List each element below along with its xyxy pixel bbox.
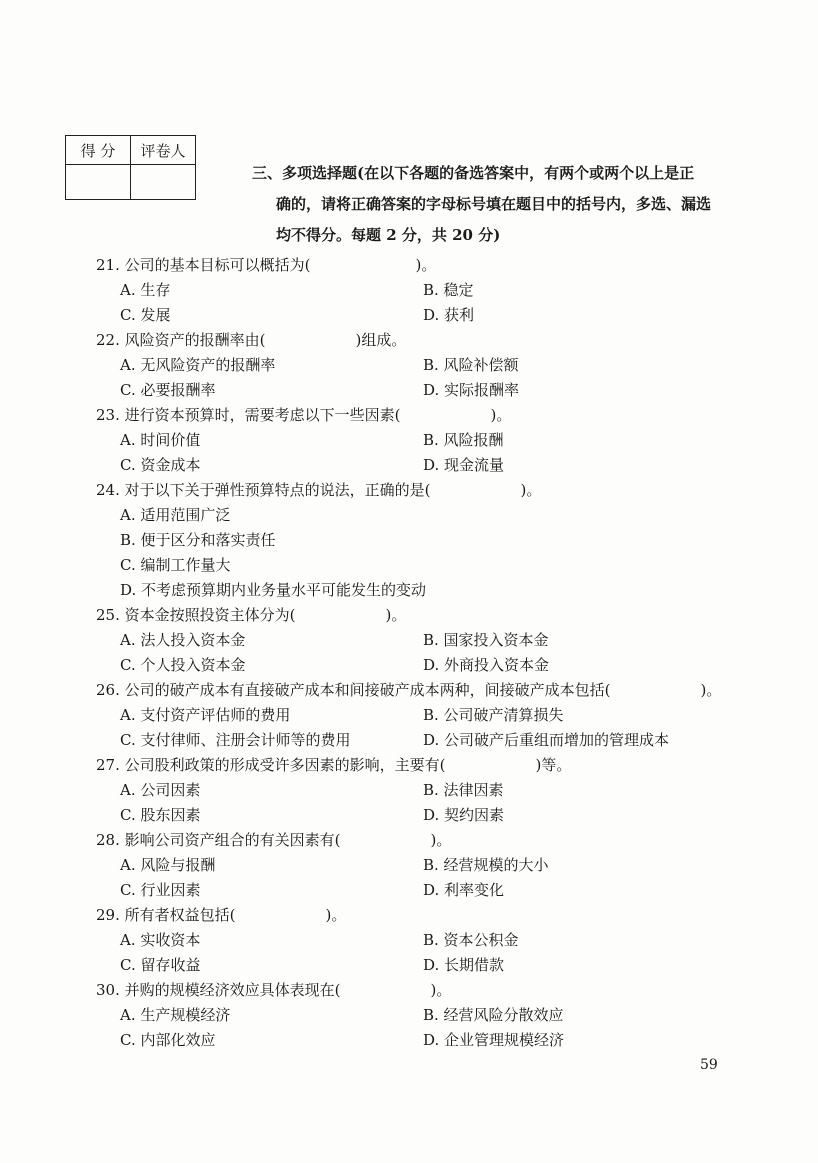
question-29 [96,903,756,978]
option: A. 无风险资产的报酬率 [120,356,276,374]
option-row [96,853,756,878]
question-28 [96,828,756,903]
option: B. 风险报酬 [423,431,504,449]
question-22 [96,328,756,403]
option: A. 生存 [120,281,171,299]
option-row [96,778,756,803]
question-26 [96,678,756,753]
section-title [252,158,752,251]
option: C. 股东因素 [120,806,201,824]
option-row [96,953,756,978]
option: D. 实际报酬率 [423,381,520,399]
section-title-line-1: 三、多项选择题(在以下各题的备选答案中，有两个或两个以上是正 [252,164,695,182]
score-table [65,135,196,200]
option: A. 时间价值 [120,431,201,449]
grader-cell [131,165,196,200]
option: A. 风险与报酬 [120,856,216,874]
option: B. 公司破产清算损失 [423,706,564,724]
question-stem: 21. 公司的基本目标可以概括为( )。 [96,256,437,274]
option: C. 行业因素 [120,881,201,899]
option: C. 个人投入资本金 [120,656,246,674]
option: D. 企业管理规模经济 [423,1031,565,1049]
section-title-line-3: 均不得分。每题 2 分，共 20 分) [276,226,501,244]
option: B. 风险补偿额 [423,356,519,374]
option-row [96,428,756,453]
option-row [96,928,756,953]
option: B. 稳定 [423,281,474,299]
page-number: 59 [700,1057,718,1073]
option-row [96,278,756,303]
option: A. 公司因素 [120,781,201,799]
option: A. 生产规模经济 [120,1006,231,1024]
question-stem: 23. 进行资本预算时，需要考虑以下一些因素( )。 [96,406,512,424]
question-stem: 27. 公司股利政策的形成受许多因素的影响，主要有( )等。 [96,756,572,774]
option: D. 现金流量 [423,456,505,474]
question-stem: 30. 并购的规模经济效应具体表现在( )。 [96,981,452,999]
question-list [96,253,756,1053]
option-row [96,1003,756,1028]
option: A. 支付资产评估师的费用 [120,706,291,724]
option: D. 外商投入资本金 [423,656,550,674]
option: B. 资本公积金 [423,931,519,949]
option: B. 法律因素 [423,781,504,799]
option: B. 经营风险分散效应 [423,1006,564,1024]
option: C. 留存收益 [120,956,201,974]
option-row [96,628,756,653]
option: D. 公司破产后重组而增加的管理成本 [423,731,670,749]
option: B. 便于区分和落实责任 [120,531,276,549]
option-row [96,653,756,678]
question-27 [96,753,756,828]
option-row [96,378,756,403]
option-row [96,703,756,728]
option-row [96,803,756,828]
grader-label: 评卷人 [131,136,196,165]
option: D. 长期借款 [423,956,505,974]
question-24 [96,478,756,603]
option-row [96,353,756,378]
option: A. 适用范围广泛 [120,506,231,524]
question-stem: 29. 所有者权益包括( )。 [96,906,347,924]
option: C. 支付律师、注册会计师等的费用 [120,731,351,749]
option-row [96,303,756,328]
option: D. 利率变化 [423,881,505,899]
option-row [96,728,756,753]
option: B. 经营规模的大小 [423,856,549,874]
option: C. 资金成本 [120,456,201,474]
score-cell [66,165,131,200]
question-21 [96,253,756,328]
section-title-line-2: 确的，请将正确答案的字母标号填在题目中的括号内，多选、漏选 [276,195,712,213]
option-row [96,878,756,903]
score-label: 得 分 [66,136,131,165]
question-stem: 24. 对于以下关于弹性预算特点的说法，正确的是( )。 [96,481,542,499]
question-stem: 25. 资本金按照投资主体分为( )。 [96,606,407,624]
question-stem: 22. 风险资产的报酬率由( )组成。 [96,331,407,349]
option: D. 不考虑预算期内业务量水平可能发生的变动 [120,581,427,599]
option: C. 发展 [120,306,171,324]
question-stem: 28. 影响公司资产组合的有关因素有( )。 [96,831,452,849]
option: C. 编制工作量大 [120,556,231,574]
option: D. 获利 [423,306,475,324]
question-25 [96,603,756,678]
option: C. 内部化效应 [120,1031,216,1049]
option: C. 必要报酬率 [120,381,216,399]
option-row [96,453,756,478]
option: A. 法人投入资本金 [120,631,246,649]
option: B. 国家投入资本金 [423,631,549,649]
question-stem: 26. 公司的破产成本有直接破产成本和间接破产成本两种，间接破产成本包括( )。 [96,681,722,699]
question-30 [96,978,756,1053]
option: A. 实收资本 [120,931,201,949]
option: D. 契约因素 [423,806,505,824]
question-23 [96,403,756,478]
option-row [96,1028,756,1053]
